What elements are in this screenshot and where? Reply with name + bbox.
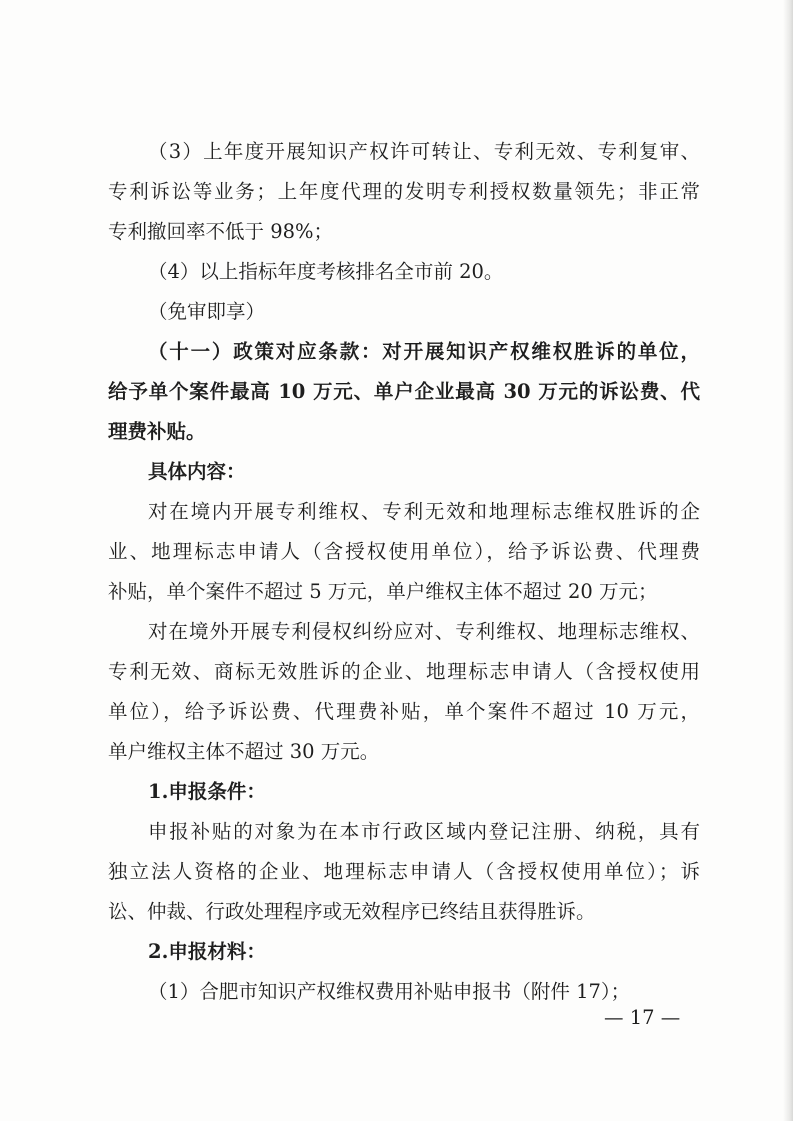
policy-clause-heading: （十一）政策对应条款：对开展知识产权维权胜诉的单位， (148, 340, 700, 363)
text-line: 专利诉讼等业务；上年度代理的发明专利授权数量领先；非正常 (108, 180, 700, 203)
text-line: （3）上年度开展知识产权许可转让、专利无效、专利复审、 (148, 140, 700, 163)
scan-edge-shadow (783, 0, 793, 1121)
section-heading: 具体内容： (148, 460, 246, 483)
text-line: 业、地理标志申请人（含授权使用单位），给予诉讼费、代理费 (108, 540, 700, 563)
text-line: 申报补贴的对象为在本市行政区域内登记注册、纳税，具有 (148, 820, 700, 843)
policy-clause-heading: 理费补贴。 (108, 420, 206, 443)
page-number: — 17 — (604, 1006, 681, 1029)
policy-clause-heading: 给予单个案件最高 10 万元、单户企业最高 30 万元的诉讼费、代 (108, 380, 700, 403)
text-line: 单户维权主体不超过 30 万元。 (108, 740, 380, 763)
section-heading: 2.申报材料： (148, 940, 266, 963)
section-heading: 1.申报条件： (148, 780, 266, 803)
text-line: （1）合肥市知识产权维权费用补贴申报书（附件 17）； (148, 980, 631, 1003)
text-line: 单位），给予诉讼费、代理费补贴，单个案件不超过 10 万元， (108, 700, 700, 723)
text-line: 对在境内开展专利维权、专利无效和地理标志维权胜诉的企 (148, 500, 700, 523)
body-text (108, 132, 700, 1012)
text-line: 专利撤回率不低于 98%； (108, 220, 334, 243)
text-line: 专利无效、商标无效胜诉的企业、地理标志申请人（含授权使用 (108, 660, 700, 683)
text-line: 独立法人资格的企业、地理标志申请人（含授权使用单位）；诉 (108, 860, 700, 883)
text-line: 讼、仲裁、行政处理程序或无效程序已终结且获得胜诉。 (108, 900, 596, 923)
text-line: （免审即享） (148, 300, 266, 323)
text-line: 补贴，单个案件不超过 5 万元，单户维权主体不超过 20 万元； (108, 580, 658, 603)
text-line: （4）以上指标年度考核排名全市前 20。 (148, 260, 504, 283)
text-line: 对在境外开展专利侵权纠纷应对、专利维权、地理标志维权、 (148, 620, 700, 643)
